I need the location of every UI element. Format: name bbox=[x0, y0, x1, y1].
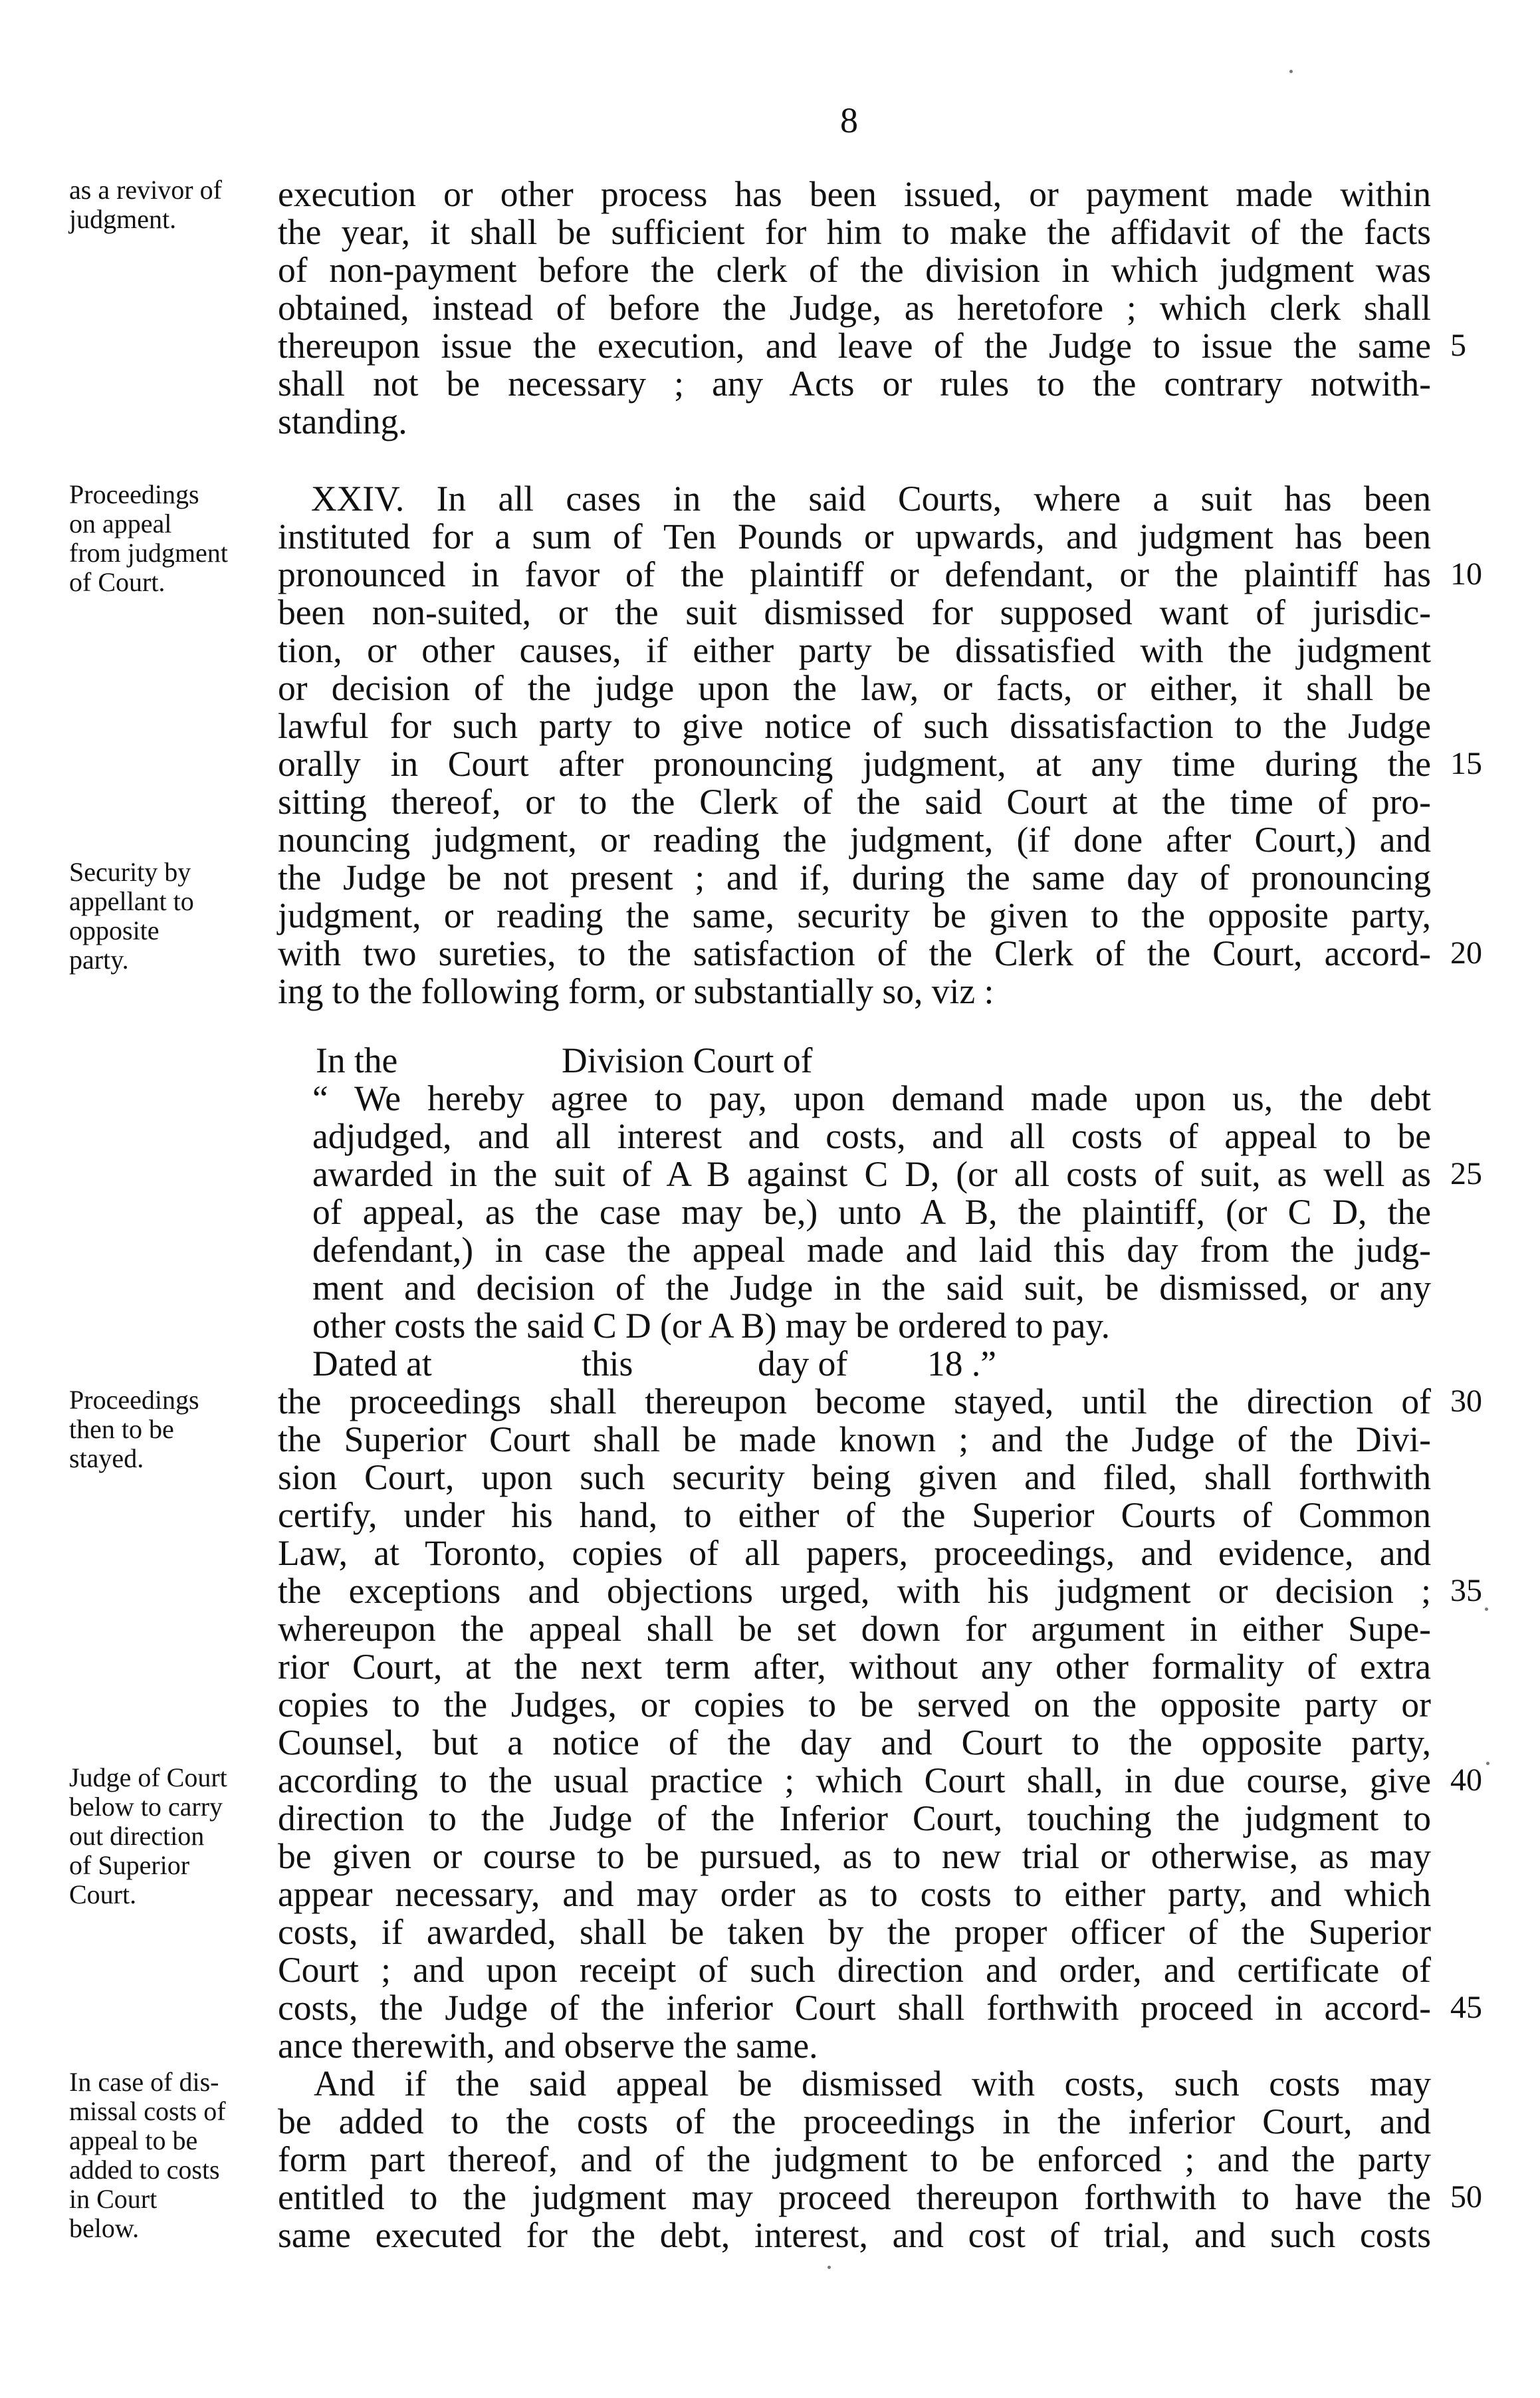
line-number: 45 bbox=[1450, 1990, 1482, 2025]
scan-speck bbox=[1486, 1762, 1489, 1765]
form-line: adjudged, and all interest and costs, and all costs of appeal to be bbox=[312, 1116, 1431, 1156]
body-line: appear necessary, and may order as to costs to either party, and which bbox=[278, 1874, 1431, 1914]
body-line: the Judge be not present ; and if, during the same day of pronouncing bbox=[278, 858, 1431, 898]
margin-note-line: Court. bbox=[69, 1879, 137, 1909]
margin-note-line: below to carry bbox=[69, 1792, 223, 1822]
body-line: sitting thereof, or to the Clerk of the said Court at the time of pro- bbox=[278, 782, 1431, 822]
form-line: ment and decision of the Judge in the said suit, be dismissed, or any bbox=[312, 1268, 1431, 1308]
margin-note-line: on appeal bbox=[69, 509, 172, 539]
margin-note-line: added to costs bbox=[69, 2155, 220, 2185]
body-line: of non-payment before the clerk of the division in which judgment was bbox=[278, 250, 1431, 290]
form-line: of appeal, as the case may be,) unto A B, the plaintiff, (or C D, the bbox=[312, 1192, 1431, 1232]
body-line: ing to the following form, or substantially so, viz : bbox=[278, 971, 994, 1011]
margin-note-line: In case of dis- bbox=[69, 2067, 219, 2097]
margin-note-line: appellant to bbox=[69, 886, 194, 916]
body-line: obtained, instead of before the Judge, as heretofore ; which clerk shall bbox=[278, 288, 1431, 328]
margin-note-line: judgment. bbox=[69, 204, 177, 234]
body-line: ance therewith, and observe the same. bbox=[278, 2026, 818, 2066]
body-line: form part thereof, and of the judgment to be enforced ; and the party bbox=[278, 2139, 1431, 2179]
dated-this: this bbox=[582, 1344, 633, 1383]
page-number: 8 bbox=[840, 100, 858, 140]
body-line: according to the usual practice ; which Court shall, in due course, give bbox=[278, 1760, 1431, 1800]
body-line: whereupon the appeal shall be set down for argument in either Supe- bbox=[278, 1609, 1431, 1649]
form-line: “ We hereby agree to pay, upon demand made upon us, the debt bbox=[312, 1078, 1431, 1118]
body-line: the year, it shall be sufficient for him to make the affidavit of the facts bbox=[278, 212, 1431, 252]
margin-note-revivor bbox=[69, 176, 282, 234]
body-line: sion Court, upon such security being given and filed, shall forthwith bbox=[278, 1457, 1431, 1497]
body-line: tion, or other causes, if either party be dissatisfied with the judgment bbox=[278, 630, 1431, 670]
margin-note-line: Proceedings bbox=[69, 479, 199, 509]
margin-note-appeal bbox=[69, 480, 282, 597]
line-number: 35 bbox=[1450, 1573, 1482, 1608]
body-line: costs, the Judge of the inferior Court shall forthwith proceed in accord- bbox=[278, 1988, 1431, 2028]
form-heading-left: In the bbox=[316, 1040, 398, 1080]
scan-speck bbox=[1289, 70, 1293, 73]
line-number: 50 bbox=[1450, 2179, 1482, 2215]
body-line: same executed for the debt, interest, and cost of trial, and such costs bbox=[278, 2215, 1431, 2255]
form-heading-right: Division Court of bbox=[562, 1040, 813, 1080]
body-line: been non-suited, or the suit dismissed for supposed want of jurisdic- bbox=[278, 592, 1431, 632]
line-number: 10 bbox=[1450, 556, 1482, 592]
margin-note-security bbox=[69, 858, 282, 975]
margin-note-line: missal costs of bbox=[69, 2096, 226, 2126]
margin-note-line: Security by bbox=[69, 857, 191, 887]
dated-year: 18 .” bbox=[927, 1344, 996, 1383]
margin-note-stayed bbox=[69, 1385, 282, 1473]
body-line: the Superior Court shall be made known ; and the Judge of the Divi- bbox=[278, 1419, 1431, 1459]
body-line: orally in Court after pronouncing judgment, at any time during the bbox=[278, 744, 1431, 784]
section-heading-line: XXIV. In all cases in the said Courts, where a suit has been bbox=[311, 479, 1431, 519]
body-line: direction to the Judge of the Inferior Court, touching the judgment to bbox=[278, 1798, 1431, 1838]
form-line: awarded in the suit of A B against C D, (or all costs of suit, as well as bbox=[312, 1154, 1431, 1194]
body-line: pronounced in favor of the plaintiff or defendant, or the plaintiff has bbox=[278, 554, 1431, 594]
body-line: standing. bbox=[278, 402, 407, 441]
form-line: other costs the said C D (or A B) may be ordered to pay. bbox=[312, 1306, 1111, 1346]
margin-note-line: out direction bbox=[69, 1821, 205, 1851]
body-line: the proceedings shall thereupon become stayed, until the direction of bbox=[278, 1381, 1431, 1421]
margin-note-line: of Court. bbox=[69, 567, 165, 597]
dated-day-of: day of bbox=[758, 1344, 848, 1383]
line-number: 40 bbox=[1450, 1762, 1482, 1798]
margin-note-line: appeal to be bbox=[69, 2125, 198, 2155]
margin-note-line: then to be bbox=[69, 1414, 174, 1444]
margin-note-costs bbox=[69, 2068, 282, 2243]
body-line: entitled to the judgment may proceed thereupon forthwith to have the bbox=[278, 2177, 1431, 2217]
margin-note-line: of Superior bbox=[69, 1850, 190, 1880]
body-line: the exceptions and objections urged, with his judgment or decision ; bbox=[278, 1571, 1431, 1611]
line-number: 20 bbox=[1450, 935, 1482, 971]
line-number: 5 bbox=[1450, 328, 1466, 363]
scan-speck bbox=[1485, 1608, 1488, 1611]
body-line: And if the said appeal be dismissed with costs, such costs may bbox=[314, 2064, 1431, 2103]
body-line: be added to the costs of the proceedings in the inferior Court, and bbox=[278, 2101, 1431, 2141]
body-line: Counsel, but a notice of the day and Court to the opposite party, bbox=[278, 1723, 1431, 1762]
line-number: 30 bbox=[1450, 1383, 1482, 1419]
body-line: rior Court, at the next term after, without any other formality of extra bbox=[278, 1647, 1431, 1687]
body-line: execution or other process has been issued, or payment made within bbox=[278, 174, 1431, 214]
margin-note-line: as a revivor of bbox=[69, 175, 222, 205]
body-line: shall not be necessary ; any Acts or rules to the contrary notwith- bbox=[278, 364, 1431, 404]
body-line: copies to the Judges, or copies to be served on the opposite party or bbox=[278, 1685, 1431, 1725]
margin-note-direction bbox=[69, 1763, 282, 1909]
body-line: judgment, or reading the same, security be given to the opposite party, bbox=[278, 896, 1431, 935]
form-line: defendant,) in case the appeal made and laid this day from the judg- bbox=[312, 1230, 1431, 1270]
body-line: be given or course to be pursued, as to new trial or otherwise, as may bbox=[278, 1836, 1431, 1876]
body-line: nouncing judgment, or reading the judgment, (if done after Court,) and bbox=[278, 820, 1431, 860]
body-line: instituted for a sum of Ten Pounds or upwards, and judgment has been bbox=[278, 517, 1431, 556]
margin-note-line: opposite bbox=[69, 915, 160, 945]
dated-at: Dated at bbox=[312, 1344, 432, 1383]
body-line: thereupon issue the execution, and leave of the Judge to issue the same bbox=[278, 326, 1431, 366]
body-line: Law, at Toronto, copies of all papers, proceedings, and evidence, and bbox=[278, 1533, 1431, 1573]
body-line: certify, under his hand, to either of the Superior Courts of Common bbox=[278, 1495, 1431, 1535]
margin-note-line: from judgment bbox=[69, 538, 228, 568]
margin-note-line: party. bbox=[69, 945, 129, 975]
margin-note-line: Proceedings bbox=[69, 1385, 199, 1415]
body-line: with two sureties, to the satisfaction of the Clerk of the Court, accord- bbox=[278, 933, 1431, 973]
line-number: 15 bbox=[1450, 746, 1482, 781]
margin-note-line: below. bbox=[69, 2213, 140, 2243]
scan-speck bbox=[827, 2266, 831, 2269]
line-number: 25 bbox=[1450, 1156, 1482, 1191]
margin-note-line: stayed. bbox=[69, 1443, 144, 1473]
margin-note-line: in Court bbox=[69, 2184, 158, 2214]
body-line: costs, if awarded, shall be taken by the proper officer of the Superior bbox=[278, 1912, 1431, 1952]
body-line: Court ; and upon receipt of such direction and order, and certificate of bbox=[278, 1950, 1431, 1990]
margin-note-line: Judge of Court bbox=[69, 1762, 227, 1792]
body-line: or decision of the judge upon the law, or facts, or either, it shall be bbox=[278, 668, 1431, 708]
body-line: lawful for such party to give notice of such dissatisfaction to the Judge bbox=[278, 706, 1431, 746]
